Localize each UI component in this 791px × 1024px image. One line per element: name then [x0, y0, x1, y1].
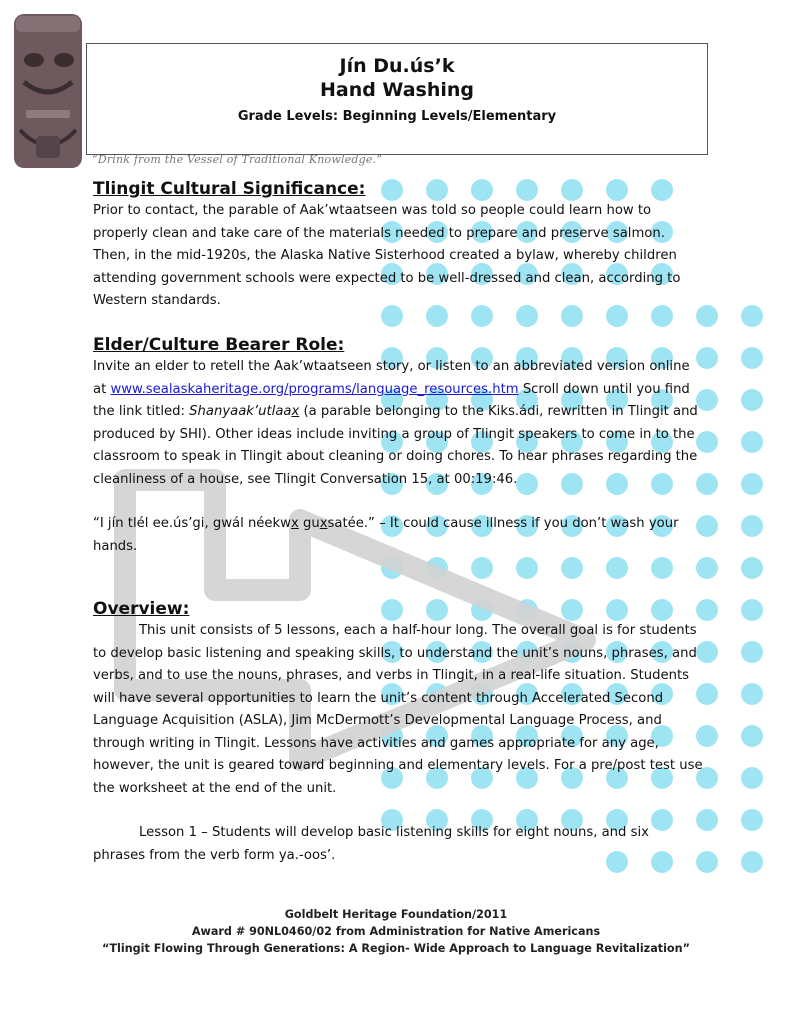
grade-levels: Grade Levels: Beginning Levels/Elementary	[237, 109, 557, 124]
cultural-significance-section	[93, 178, 703, 313]
story-title: Shanyaak’utlaax	[189, 404, 300, 419]
cultural-significance-heading: Tlingit Cultural Significance:	[93, 179, 366, 199]
elder-role-intro: Invite an elder to retell the Aak’wtaatseen story, or listen to an abbreviated version online at	[93, 359, 690, 397]
page-subtitle: Hand Washing	[319, 79, 475, 101]
footer-line-2: Award # 90NL0460/02 from Administration for Native Americans	[191, 925, 601, 938]
scroll-text: Scroll down until you find the link titled:	[93, 381, 690, 419]
footer-line-3: “Tlingit Flowing Through Generations: A Region- Wide Approach to Language Revitalization”	[102, 942, 690, 955]
elder-role-section	[93, 334, 703, 558]
title-box	[86, 43, 708, 155]
totem-pole-icon	[6, 10, 90, 172]
tlingit-quote: “I jín tlél ee.ús’gi, gwál néekwx guxsatée.” – It could cause illness if you don’t wash your hands.	[93, 516, 679, 554]
elder-role-rest: (a parable belonging to the Kiks.ádi, rewritten in Tlingit and produced by SHI). Other ideas include inviting a group of Tlingit speakers to come in to the classroom to speak in Tlingit about cleaning or doing chores. To hear phrases regarding the cleanliness of a house, see Tlingit Conversation 15, at 00:19:46.	[93, 404, 698, 487]
elder-role-body	[93, 356, 703, 491]
resources-link[interactable]: www.sealaskaheritage.org/programs/language_resources.htm	[110, 381, 519, 397]
footer-line-1: Goldbelt Heritage Foundation/2011	[284, 908, 508, 921]
footer	[86, 906, 706, 957]
overview-heading: Overview:	[93, 599, 190, 619]
page-title: Jín Du.ús’k	[339, 55, 455, 77]
overview-body: This unit consists of 5 lessons, each a half-hour long. The overall goal is for students to develop basic listening and speaking skills, to understand the unit’s nouns, phrases, and verbs, and to use the nouns, phrases, and verbs in Tlingit, in a real-life situation. Students will have several opportunities to learn the unit’s content through Accelerated Second Language Acquisition (ASLA), Jim McDermott’s Developmental Language Process, and through writing in Tlingit. Lessons have activities and games appropriate for any age, however, the unit is geared toward beginning and elementary levels. For a pre/post test use the worksheet at the end of the unit.	[93, 623, 703, 796]
cultural-significance-body: Prior to contact, the parable of Aak’wtaatseen was told so people could learn how to properly clean and take care of the materials needed to prepare and preserve salmon. Then, in the mid-1920s, the Alaska Native Sisterhood created a bylaw, whereby children attending government schools were expected to be well-dressed and clean, according to Western standards.	[93, 203, 681, 308]
overview-section	[93, 598, 703, 867]
tagline: “Drink from the Vessel of Traditional Knowledge.”	[92, 153, 383, 166]
elder-role-heading: Elder/Culture Bearer Role:	[93, 335, 345, 355]
lesson-1-text: Lesson 1 – Students will develop basic listening skills for eight nouns, and six phrases from the verb form ya.-oos’.	[93, 825, 649, 863]
